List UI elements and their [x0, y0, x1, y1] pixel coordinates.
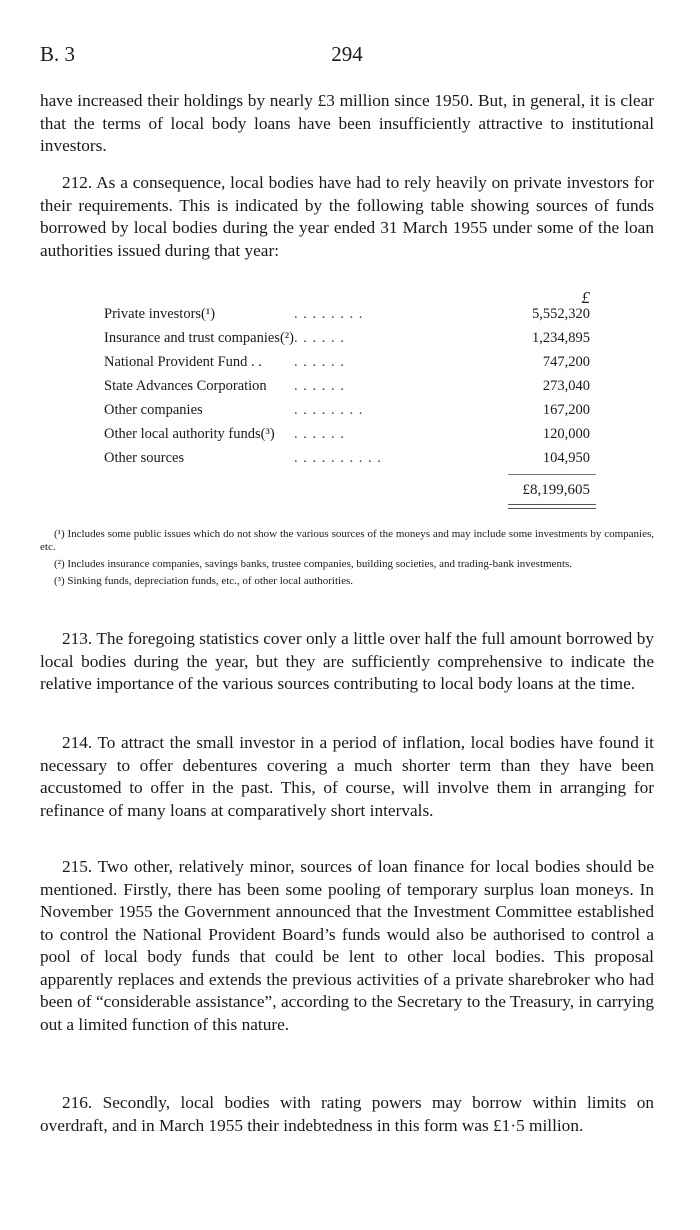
- row-amount: 273,040: [542, 378, 590, 394]
- row-amount: 167,200: [542, 402, 590, 418]
- leader-dots: . . . . . .: [294, 378, 345, 394]
- paragraph-212: 212. As a consequence, local bodies have had to rely heavily on private investors for their requirements. This is indicated by the following table showing sources of funds borrowed by local bodies during the year ended 31 March 1955 under some of the loan authorities issued during that year:: [40, 173, 654, 260]
- table-row: [104, 378, 596, 398]
- currency-header: £: [581, 288, 590, 307]
- row-label: State Advances Corporation: [104, 378, 267, 394]
- leader-dots: . . . . . . . . . .: [294, 450, 382, 466]
- footnotes: [40, 528, 654, 592]
- row-amount: 1,234,895: [532, 330, 590, 346]
- leader-dots: . . . . . . . .: [294, 402, 364, 418]
- paragraph-continuation: have increased their holdings by nearly £3 million since 1950. But, in general, it is clear that the terms of local body loans have been insufficiently attractive to institutional investors.: [40, 91, 654, 155]
- row-label: Other local authority funds(³): [104, 426, 275, 442]
- row-label: Private investors(¹): [104, 306, 216, 322]
- row-label: National Provident Fund . .: [104, 354, 262, 370]
- table-row: [104, 330, 596, 350]
- total-double-rule: [508, 504, 596, 509]
- paragraph-214: 214. To attract the small investor in a period of inflation, local bodies have found it necessary to offer debentures covering a much shorter term than they have been accustomed to offer in the past. This, of course, will involve them in arranging for refinance of many loans at comparatively short intervals.: [40, 733, 654, 820]
- table-total: £8,199,605: [522, 482, 590, 498]
- row-amount: 104,950: [542, 450, 590, 466]
- leader-dots: . . . . . .: [294, 330, 345, 346]
- table-row: [104, 306, 596, 326]
- paragraph-215: 215. Two other, relatively minor, sources of loan finance for local bodies should be mentioned. Firstly, there has been some pooling of temporary surplus loan moneys. In November 1955 the Government announced that the Investment Committee established to control the National Provident Board’s funds would also be authorised to control a pool of local body funds that could be lent to other local bodies. This proposal apparently replaces and extends the previous activities of a private sharebroker who had been of “considerable assistance”, according to the Secretary to the Treasury, in carrying out a limited function of this nature.: [40, 857, 654, 1034]
- row-amount: 5,552,320: [532, 306, 590, 322]
- leader-dots: . . . . . . . .: [294, 306, 364, 322]
- paragraph-213: 213. The foregoing statistics cover only a little over half the full amount borrowed by local bodies during the year, but they are sufficiently comprehensive to indicate the relative importance of the various sources contributing to local body loans at the time.: [40, 629, 654, 693]
- footnote-2: (²) Includes insurance companies, savings banks, trustee companies, building societies, and trading-bank investments.: [54, 558, 573, 570]
- table-row: [104, 426, 596, 446]
- footnote-3: (³) Sinking funds, depreciation funds, etc., of other local authorities.: [54, 575, 353, 587]
- subtotal-rule: [508, 474, 596, 475]
- document-reference: B. 3: [40, 42, 76, 66]
- table-row: [104, 402, 596, 422]
- page-header: [40, 42, 654, 72]
- row-label: Other companies: [104, 402, 203, 418]
- footnote-1: (¹) Includes some public issues which do not show the various sources of the moneys and may include some investments by companies, etc.: [40, 528, 654, 553]
- row-label: Other sources: [104, 450, 185, 466]
- row-amount: 747,200: [542, 354, 590, 370]
- leader-dots: . . . . . .: [294, 426, 345, 442]
- paragraph-216: 216. Secondly, local bodies with rating powers may borrow within limits on overdraft, and in March 1955 their indebtedness in this form was £1·5 million.: [40, 1093, 654, 1135]
- page-number: 294: [331, 42, 363, 66]
- leader-dots: . . . . . .: [294, 354, 345, 370]
- table-row: [104, 450, 596, 470]
- row-label: Insurance and trust companies(²): [104, 330, 294, 346]
- table-row: [104, 354, 596, 374]
- row-amount: 120,000: [542, 426, 590, 442]
